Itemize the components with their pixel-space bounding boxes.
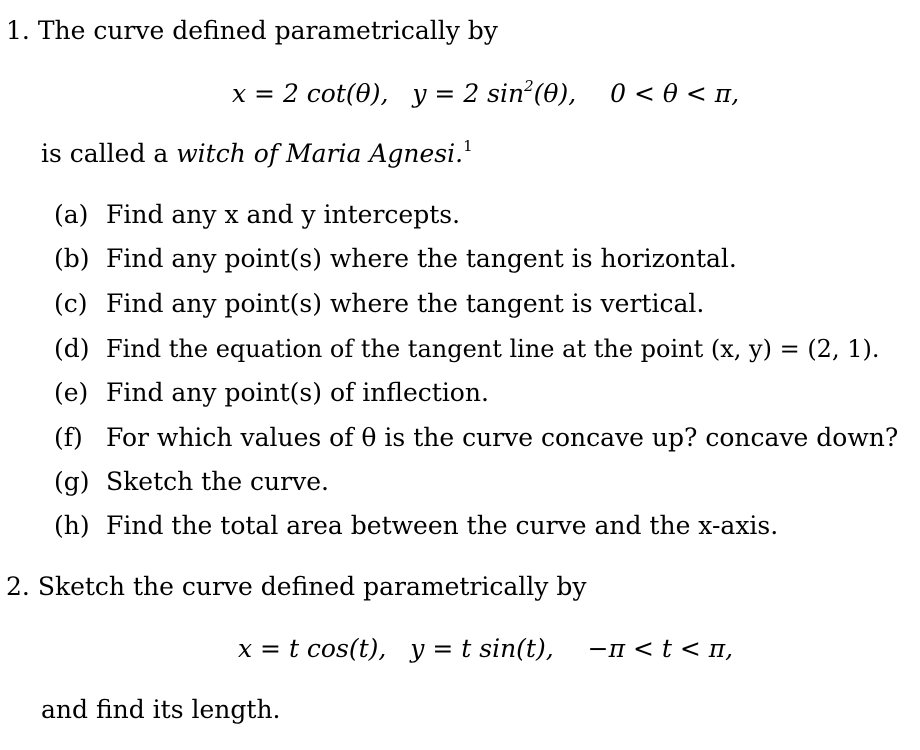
part-h-text: Find the total area between the curve and the x-axis. xyxy=(106,511,779,540)
part-f xyxy=(54,425,898,450)
problem-2-outro-text: and find its length. xyxy=(41,695,281,724)
problem-1-intro xyxy=(6,18,498,43)
equation-2-range: −π < t < π, xyxy=(587,634,734,663)
problem-2-outro xyxy=(41,697,281,722)
called-name: witch of Maria Agnesi. xyxy=(176,139,464,168)
part-d-label: (d) xyxy=(54,334,90,363)
part-h-label: (h) xyxy=(54,511,90,540)
part-d xyxy=(54,336,879,361)
problem-1-intro-text: The curve defined parametrically by xyxy=(37,16,498,45)
equation-y-base: y = 2 sin xyxy=(412,79,525,108)
part-d-text: Find the equation of the tangent line at the point (x, y) = (2, 1). xyxy=(106,335,880,363)
equation-y-exponent: 2 xyxy=(524,77,534,95)
part-g-label: (g) xyxy=(54,467,90,496)
part-g-text: Sketch the curve. xyxy=(106,467,329,496)
equation-2-x: x = t cos(t), xyxy=(238,634,387,663)
part-f-text: For which values of θ is the curve concave up? concave down? xyxy=(106,423,899,452)
part-e-text: Find any point(s) of inflection. xyxy=(106,378,489,407)
part-c xyxy=(54,291,704,316)
problem-2-intro-text: Sketch the curve defined parametrically by xyxy=(37,572,587,601)
problem-2-number: 2. xyxy=(6,572,30,601)
part-a-text: Find any x and y intercepts. xyxy=(106,200,461,229)
problem-1-equation xyxy=(232,77,740,108)
problem-1-called xyxy=(41,137,473,168)
equation-y xyxy=(412,79,576,108)
part-a-label: (a) xyxy=(54,200,89,229)
part-a xyxy=(54,202,460,227)
equation-y-rest: (θ), xyxy=(533,79,577,108)
equation-range: 0 < θ < π, xyxy=(610,79,740,108)
part-b-text: Find any point(s) where the tangent is horizontal. xyxy=(106,244,737,273)
footnote-mark: 1 xyxy=(463,137,473,155)
problem-2-intro xyxy=(6,574,586,599)
part-e-label: (e) xyxy=(54,378,89,407)
part-b xyxy=(54,246,737,271)
part-f-label: (f) xyxy=(54,423,83,452)
problem-2-equation xyxy=(238,636,733,661)
equation-2-y: y = t sin(t), xyxy=(410,634,554,663)
part-e xyxy=(54,380,489,405)
equation-x: x = 2 cot(θ), xyxy=(232,79,389,108)
part-h xyxy=(54,513,778,538)
part-c-text: Find any point(s) where the tangent is vertical. xyxy=(106,289,705,318)
called-prefix: is called a xyxy=(41,139,169,168)
part-b-label: (b) xyxy=(54,244,90,273)
problem-1-number: 1. xyxy=(6,16,30,45)
part-g xyxy=(54,469,329,494)
part-c-label: (c) xyxy=(54,289,88,318)
